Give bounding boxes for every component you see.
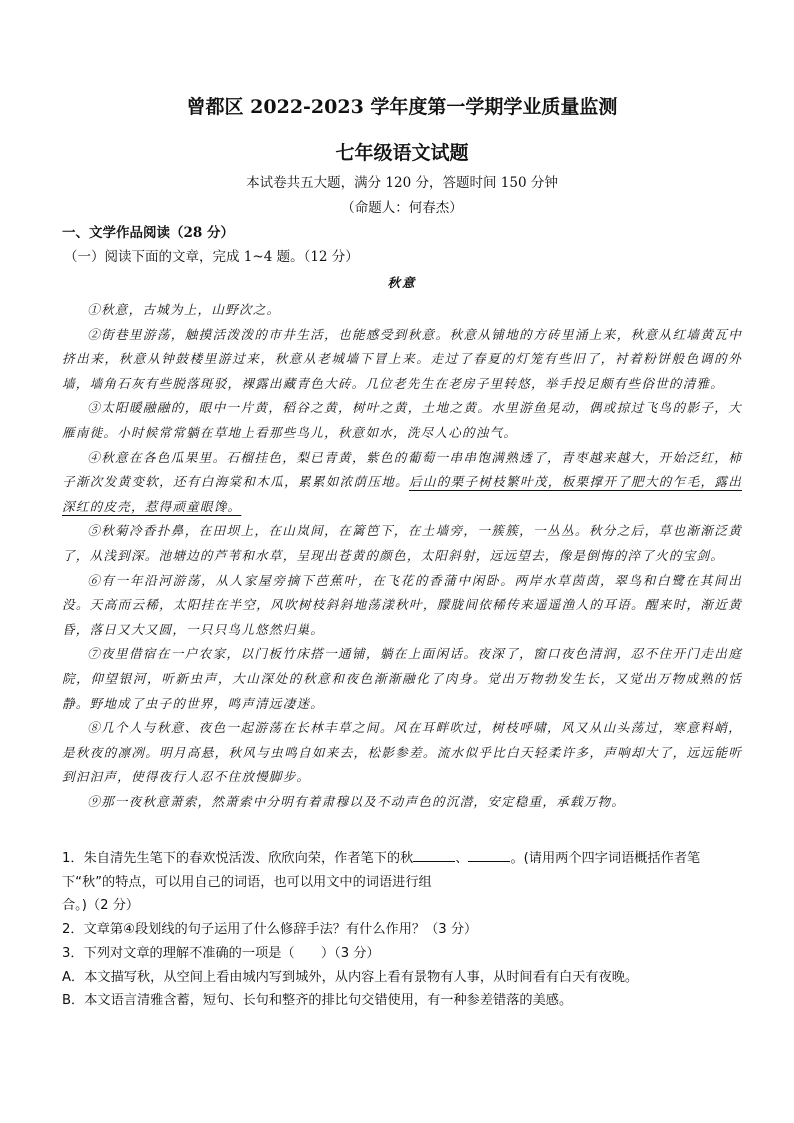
exam-subtitle: 七年级语文试题 [335, 142, 469, 164]
paragraph-3: ③太阳暖融融的，眼中一片黄，稻谷之黄，树叶之黄，土地之黄。水里游鱼晃动，偶或掠过飞鸟的影子，大雁南徙。小时候常常躺在草地上看那些鸟儿，秋意如水，洗尽人心的浊气。 [62, 400, 742, 440]
exam-author: （命题人：何春杰） [341, 200, 463, 216]
paragraph-7: ⑦夜里借宿在一户农家，以门板竹床搭一通铺，躺在上面闲话。夜深了，窗口夜色清润，忍不住开门走出庭院，仰望银河，听新虫声，大山深处的秋意和夜色渐渐融化了肉身。觉出万物勃发生长，又觉出万物成熟的恬静。野地成了虫子的世界，鸣声清远凄迷。 [62, 646, 742, 711]
questions-block [62, 847, 742, 1013]
underlined-sentence: 后山的栗子树枝繁叶茂，板栗撑开了肥大的乍毛，露出深红的皮壳，惹得顽童眼馋。 [62, 474, 742, 514]
paragraph-6: ⑥有一年沿河游荡，从人家屋旁摘下芭蕉叶，在飞花的香蒲中闲卧。两岸水草茵茵，翠鸟和白鹭在其间出没。天高而云稀，太阳挂在半空，风吹树枝斜斜地荡漾秋叶，朦胧间依稀传来遥遥渔人的耳语。醒来时，渐近黄昏，落日又大又圆，一只只鸟儿悠然归巢。 [62, 572, 742, 637]
paragraph-5: ⑤秋菊冷香扑鼻，在田坝上，在山岚间，在篱笆下，在土墙旁，一簇簇，一丛丛。秋分之后，草也渐渐泛黄了，从浅到深。池塘边的芦苇和水草，呈现出苍黄的颜色，太阳斜射，远远望去，像是倒悔的淬了火的宝剑。 [62, 523, 742, 563]
question-1-separator: 、 [455, 851, 469, 866]
question-2: 2．文章第④段划线的句子运用了什么修辞手法？有什么作用？（3 分） [62, 922, 478, 938]
question-1-score: 合。)（2 分） [62, 898, 140, 914]
answer-blank-1[interactable] [413, 847, 455, 862]
question-1-instruction: 。(请用两个四字词语概括作者笔下“秋”的特点，可以用自己的词语，也可以用文中的词语进行组 [62, 851, 701, 890]
question-3: 3．下列对文章的理解不准确的一项是（ ）（3 分） [62, 945, 380, 961]
option-b[interactable]: B．本文语言清雅含蓄，短句、长句和整齐的排比句交错使用，有一种参差错落的美感。 [62, 993, 573, 1009]
paragraph-2: ②街巷里游荡，触摸活泼泼的市井生活，也能感受到秋意。秋意从铺地的方砖里涌上来，秋意从红墙黄瓦中挤出来，秋意从钟鼓楼里游过来，秋意从老城墙下冒上来。走过了春夏的灯笼有些旧了，衬着粉饼般色调的外墙，墙角石灰有些脱落斑驳，裸露出藏青色大砖。几位老先生在老房子里转悠，举手投足颇有些俗世的清雅。 [62, 326, 742, 391]
paragraph-1: ①秋意，古城为上，山野次之。 [87, 302, 281, 317]
section-subheading: （一）阅读下面的文章，完成 1~4 题。（12 分） [64, 249, 359, 265]
exam-title: 曾都区 2022-2023 学年度第一学期学业质量监测 [186, 96, 618, 118]
paragraph-4-text: ④秋意在各色瓜果里。石榴挂色，梨已青黄，紫色的葡萄一串串饱满熟透了，青枣越来越大，开始泛红，柿子渐次发黄变软，还有白海棠和木瓜，累累如浓荫压地。 [62, 449, 742, 490]
exam-info: 本试卷共五大题，满分 120 分，答题时间 150 分钟 [246, 175, 558, 191]
article-title: 秋意 [387, 275, 417, 290]
paragraph-9: ⑨那一夜秋意萧索，然萧索中分明有着肃穆以及不动声色的沉潜，安定稳重，承载万物。 [87, 793, 626, 809]
paragraph-4 [62, 446, 742, 520]
question-1 [62, 847, 742, 894]
answer-blank-2[interactable] [468, 847, 510, 862]
section-heading: 一、文学作品阅读（28 分） [62, 225, 234, 241]
question-1-stem: 1．朱自清先生笔下的春欢悦活泼、欣欣向荣，作者笔下的秋 [62, 851, 414, 866]
option-a[interactable]: A．本文描写秋，从空间上看由城内写到城外，从内容上看有景物有人事，从时间看有白天有夜晚。 [62, 969, 639, 985]
paragraph-8: ⑧几个人与秋意、夜色一起游荡在长林丰草之间。风在耳畔吹过，树枝呼啸，风又从山头荡过，寒意料峭，是秋夜的凛冽。明月高悬，秋风与虫鸣自如来去，松影参差。流水似乎比白天轻柔许多，声响却大了，远远能听到汩汩声，使得夜行人忍不住放慢脚步。 [62, 720, 742, 785]
article-body [62, 298, 742, 814]
